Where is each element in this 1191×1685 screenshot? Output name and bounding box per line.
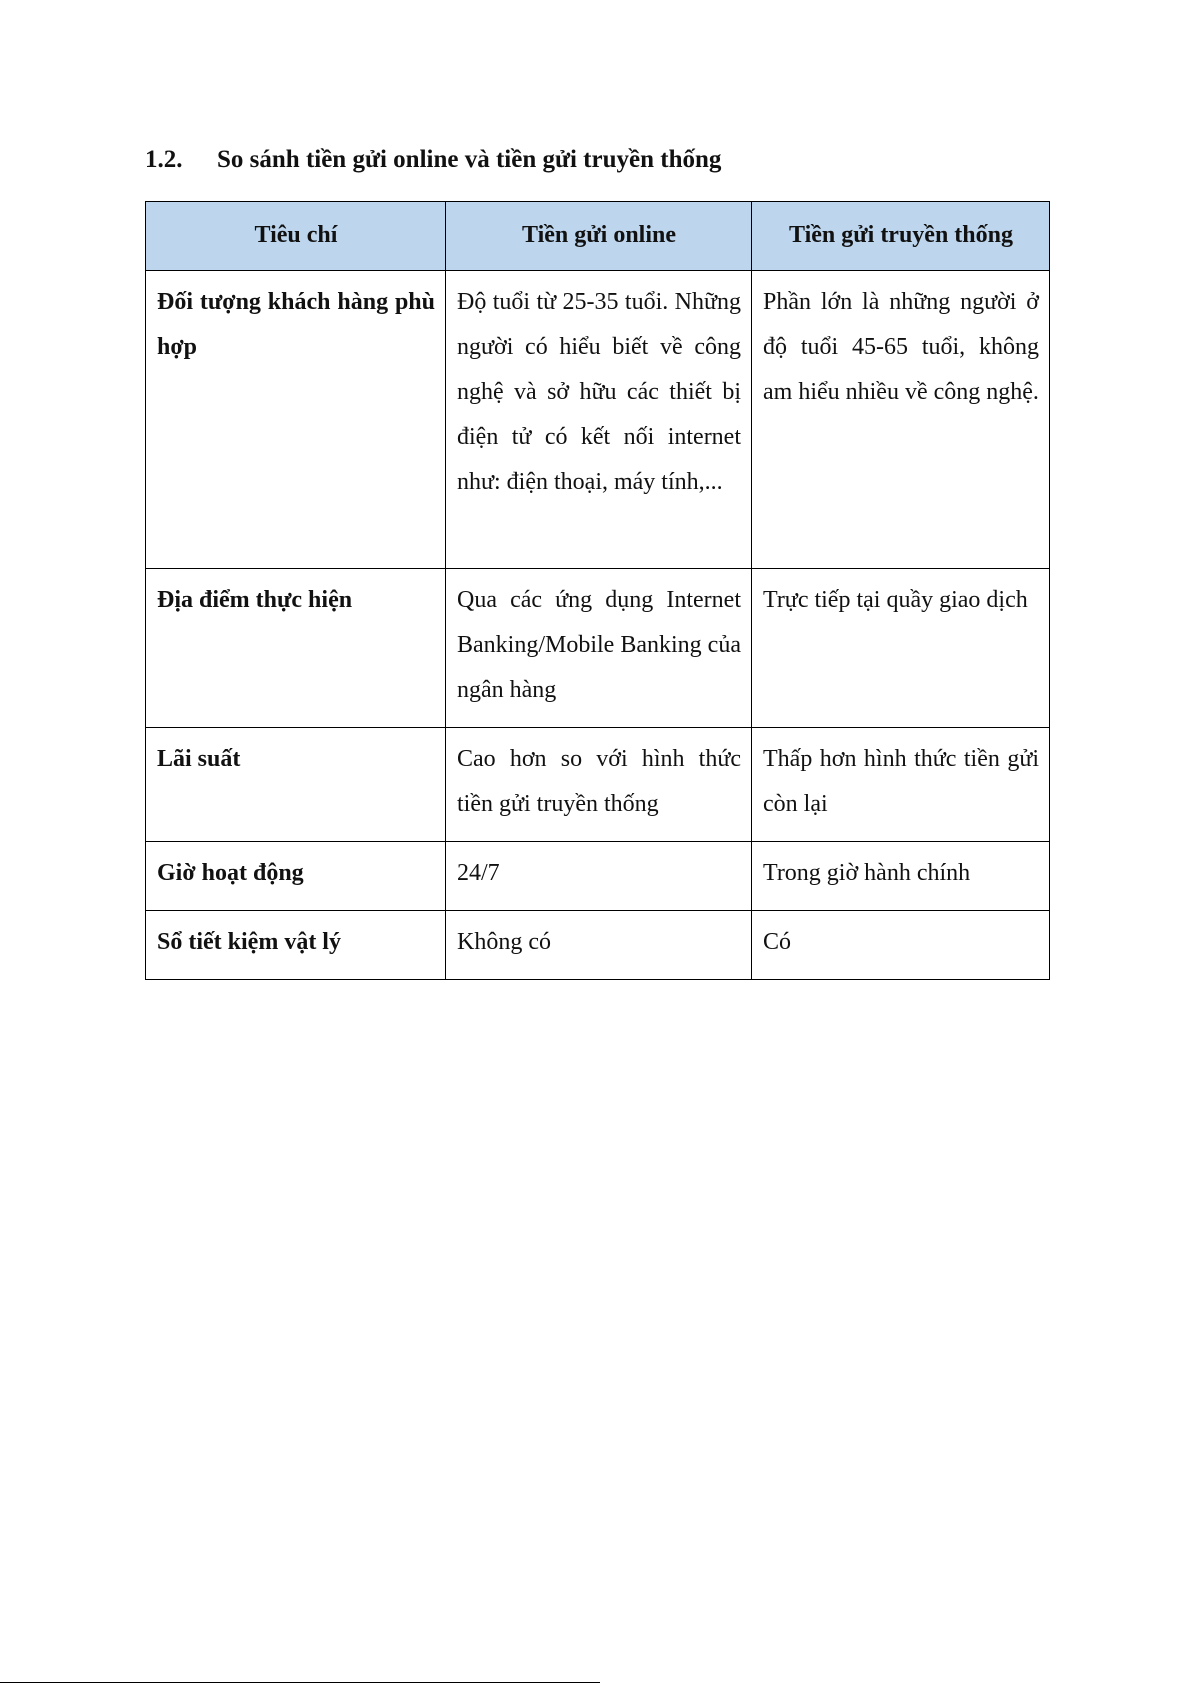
criterion-cell: Giờ hoạt động [146,842,446,911]
header-online: Tiền gửi online [446,202,752,271]
traditional-cell: Trong giờ hành chính [752,842,1050,911]
table-header-row [146,202,1050,271]
online-cell: Độ tuổi từ 25-35 tuổi. Những người có hiểu biết về công nghệ và sở hữu các thiết bị điện tử có kết nối internet như: điện thoại, máy tính,... [446,271,752,569]
traditional-cell: Thấp hơn hình thức tiền gửi còn lại [752,728,1050,842]
header-traditional: Tiền gửi truyền thống [752,202,1050,271]
table-row [146,728,1050,842]
section-heading [145,143,721,177]
criterion-cell: Địa điểm thực hiện [146,569,446,728]
traditional-cell: Trực tiếp tại quầy giao dịch [752,569,1050,728]
header-criterion: Tiêu chí [146,202,446,271]
criterion-cell: Đối tượng khách hàng phù hợp [146,271,446,569]
traditional-cell: Có [752,911,1050,980]
online-cell: Cao hơn so với hình thức tiền gửi truyền thống [446,728,752,842]
footer-divider [0,1682,600,1683]
criterion-cell: Lãi suất [146,728,446,842]
table-row [146,911,1050,980]
online-cell: 24/7 [446,842,752,911]
online-cell: Không có [446,911,752,980]
table-row [146,842,1050,911]
traditional-cell: Phần lớn là những người ở độ tuổi 45-65 tuổi, không am hiểu nhiều về công nghệ. [752,271,1050,569]
table-row [146,271,1050,569]
table-row [146,569,1050,728]
criterion-cell: Sổ tiết kiệm vật lý [146,911,446,980]
comparison-table [145,201,1050,980]
section-title: So sánh tiền gửi online và tiền gửi truyền thống [217,146,722,173]
online-cell: Qua các ứng dụng Internet Banking/Mobile Banking của ngân hàng [446,569,752,728]
section-number: 1.2. [145,146,183,173]
